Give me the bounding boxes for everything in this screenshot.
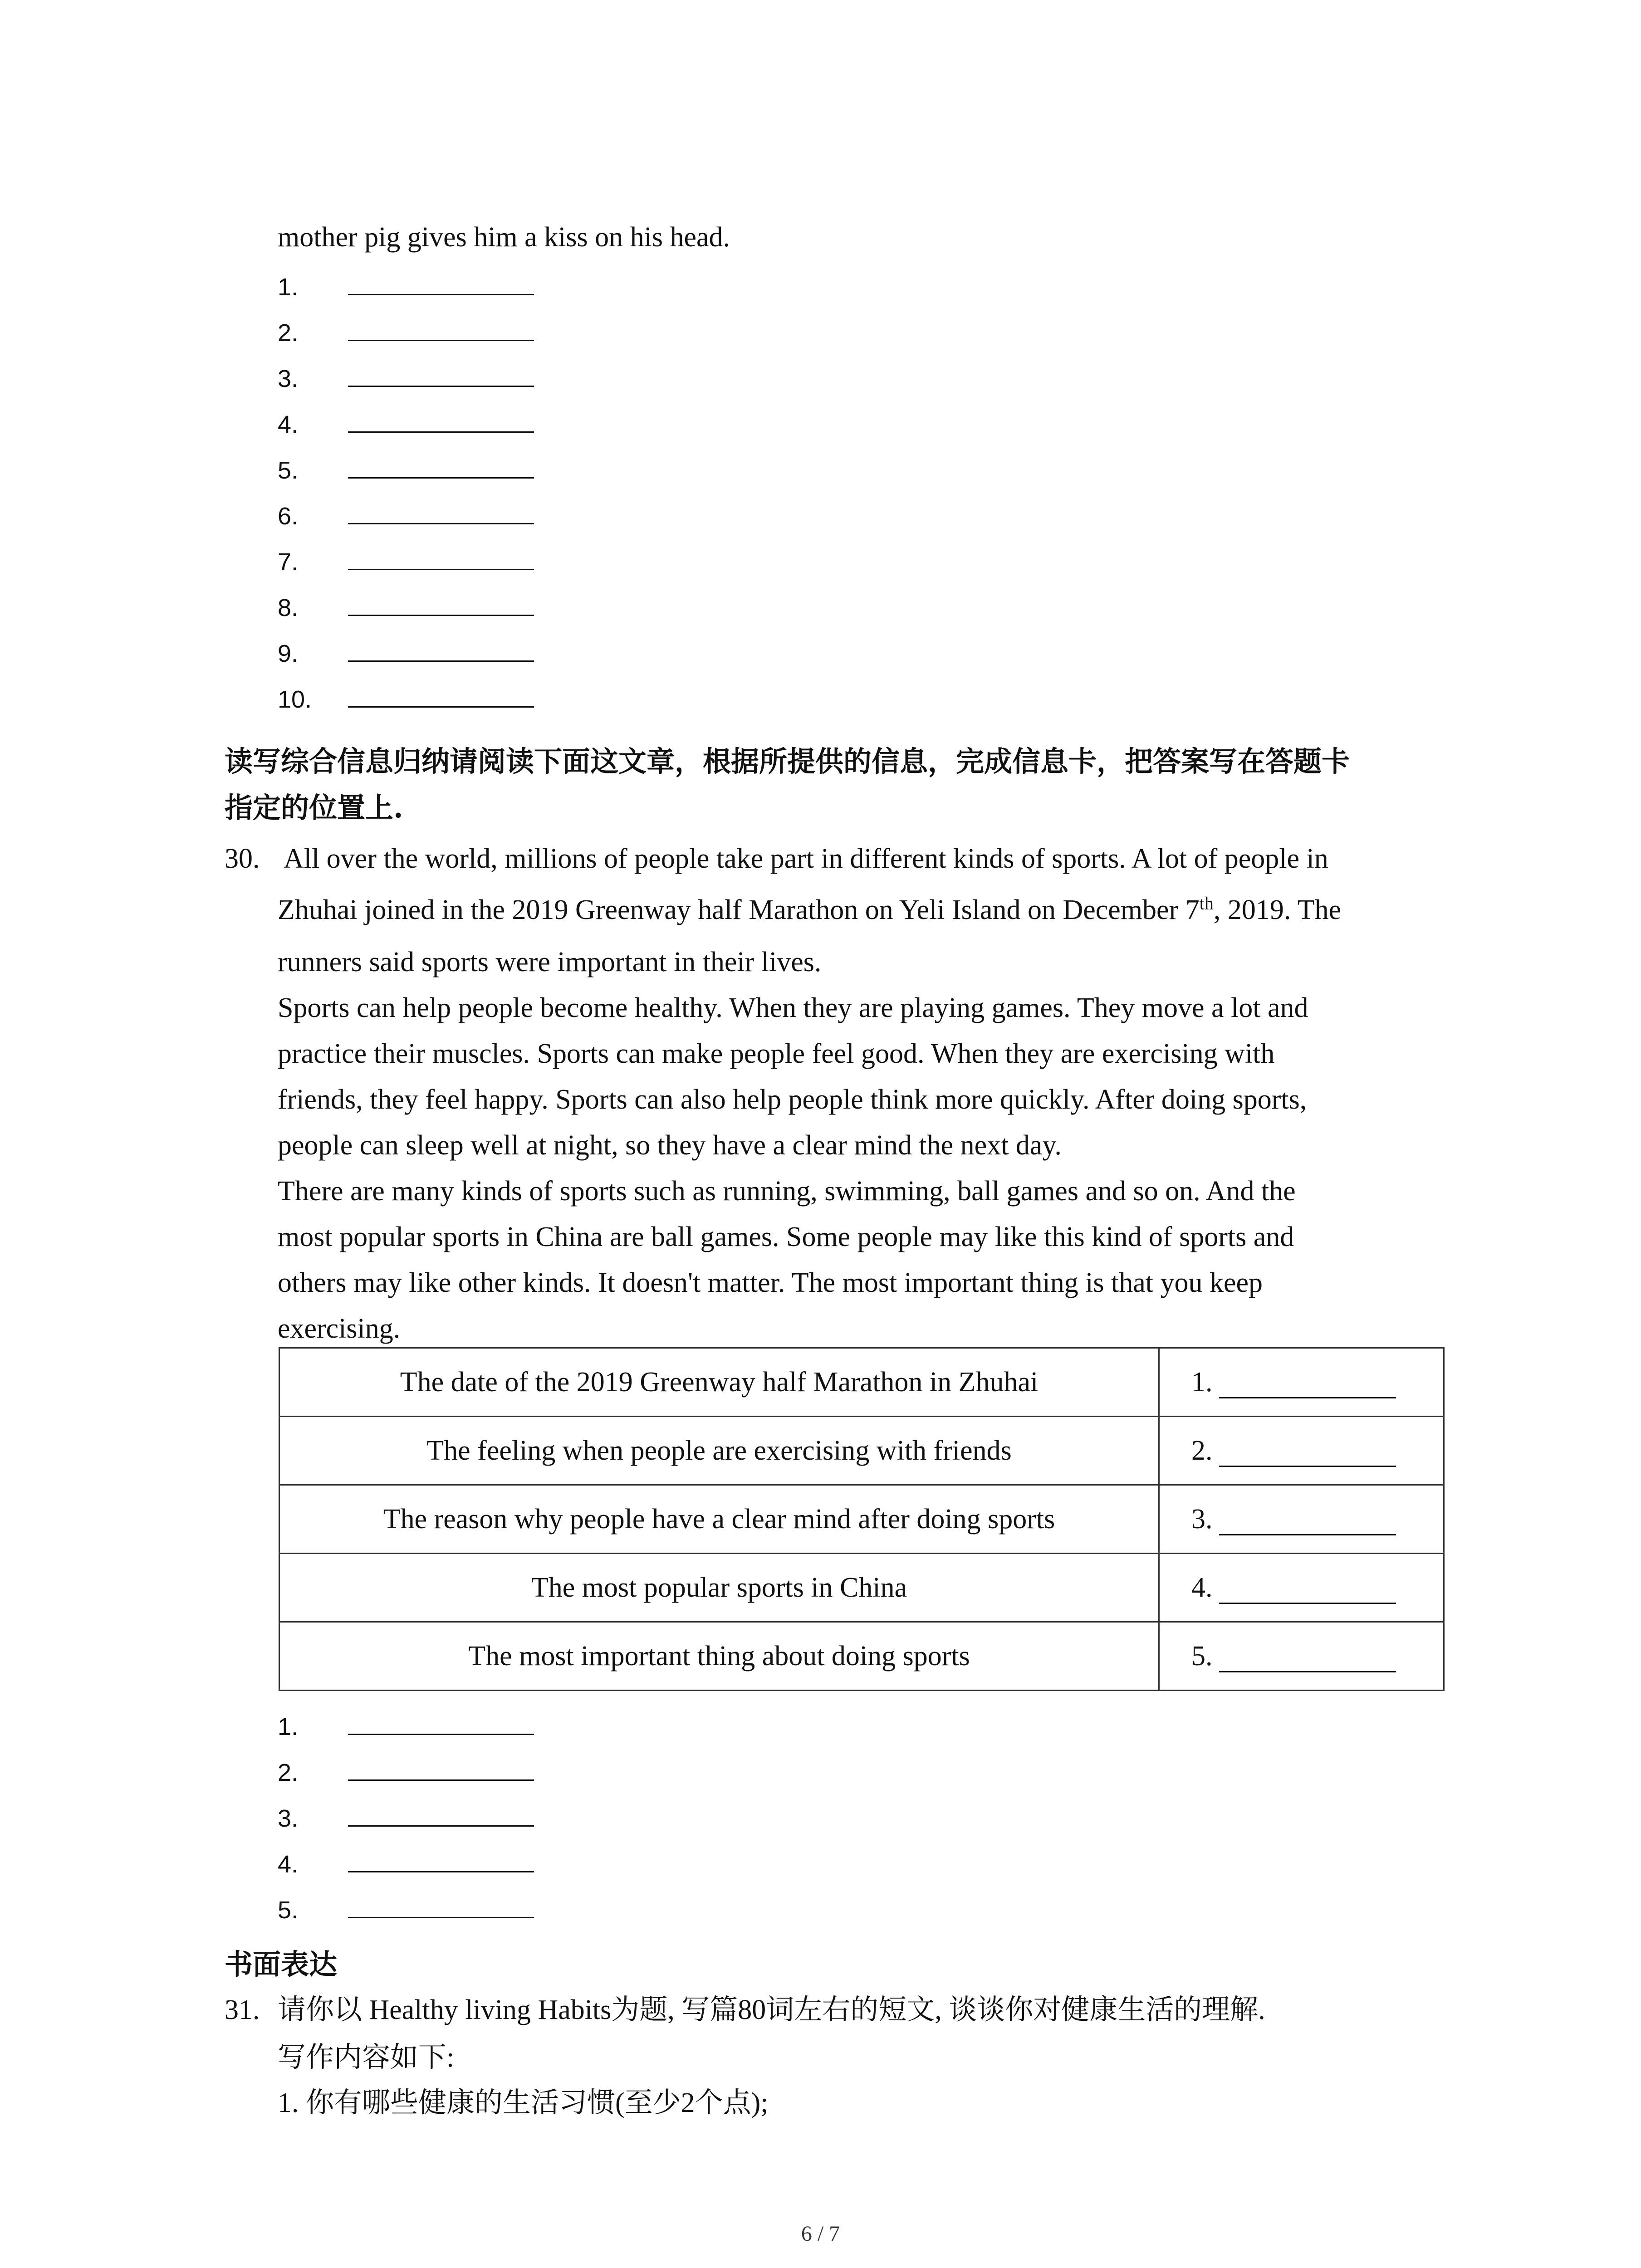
q31-line-1: 请你以 Healthy living Habits为题, 写篇80词左右的短文, 谈谈你对健康生活的理解. (278, 1994, 1265, 2025)
answer-blank-line[interactable] (348, 1825, 534, 1827)
blank-number: 10. (278, 686, 312, 713)
info-card-answer-number: 5. (1191, 1640, 1213, 1672)
section-heading-reading-writing-cont: 指定的位置上. (225, 791, 403, 824)
blank-number: 2. (278, 319, 299, 347)
info-card-answer-blank[interactable] (1219, 1647, 1396, 1672)
answer-blank-line[interactable] (348, 569, 534, 570)
answer-blank-line[interactable] (348, 1734, 534, 1735)
q29-tail-text: mother pig gives him a kiss on his head. (278, 222, 730, 253)
blank-number: 4. (278, 411, 299, 438)
answer-blank-line[interactable] (348, 431, 534, 433)
info-card-answer-blank[interactable] (1219, 1374, 1396, 1398)
info-card-answer-cell (1159, 1485, 1444, 1554)
info-card-answer-blank[interactable] (1219, 1442, 1396, 1467)
section-heading-writing: 书面表达 (225, 1948, 338, 1981)
answer-blank-line[interactable] (348, 706, 534, 708)
info-card-answer-number: 1. (1191, 1366, 1213, 1398)
answer-blank-line[interactable] (348, 1779, 534, 1781)
info-card-answer-blank[interactable] (1219, 1579, 1396, 1604)
answer-blank-line[interactable] (348, 523, 534, 524)
q30-line-2: Zhuhai joined in the 2019 Greenway half Marathon on Yeli Island on December 7th, 2019. The (278, 893, 1342, 925)
q30-passage-line: others may like other kinds. It doesn't matter. The most important thing is that you keep (278, 1267, 1263, 1298)
info-card-item: The feeling when people are exercising with friends (279, 1417, 1159, 1485)
info-card-item: The most popular sports in China (279, 1554, 1159, 1622)
q30-passage-line: friends, they feel happy. Sports can also help people think more quickly. After doing sports, (278, 1084, 1307, 1115)
q31-line-2: 写作内容如下: (278, 2042, 455, 2073)
info-card-row (279, 1417, 1444, 1485)
info-card-answer-number: 2. (1191, 1435, 1213, 1466)
blank-number: 5. (278, 1897, 299, 1924)
blank-number: 9. (278, 640, 299, 667)
blank-number: 3. (278, 1805, 299, 1832)
q30-line-1: All over the world, millions of people take part in different kinds of sports. A lot of people in (284, 843, 1328, 874)
info-card-answer-cell (1159, 1622, 1444, 1691)
info-card-row (279, 1622, 1444, 1691)
answer-blank-line[interactable] (348, 294, 534, 295)
info-card-answer-blank[interactable] (1219, 1510, 1396, 1535)
info-card-item: The date of the 2019 Greenway half Marathon in Zhuhai (279, 1348, 1159, 1417)
info-card-item: The reason why people have a clear mind after doing sports (279, 1485, 1159, 1554)
info-card-row (279, 1554, 1444, 1622)
q30-passage-line: most popular sports in China are ball games. Some people may like this kind of sports and (278, 1222, 1294, 1252)
info-card-row (279, 1348, 1444, 1417)
answer-blank-line[interactable] (348, 660, 534, 662)
info-card-item: The most important thing about doing sports (279, 1622, 1159, 1691)
blank-number: 2. (278, 1759, 299, 1786)
section-heading-reading-writing: 读写综合信息归纳请阅读下面这文章，根据所提供的信息，完成信息卡，把答案写在答题卡 (225, 745, 1350, 778)
info-card-answer-cell (1159, 1417, 1444, 1485)
info-card-answer-number: 3. (1191, 1503, 1213, 1535)
answer-blank-line[interactable] (348, 340, 534, 341)
blank-number: 1. (278, 1713, 299, 1740)
info-card-answer-number: 4. (1191, 1572, 1213, 1603)
blank-number: 1. (278, 274, 299, 301)
blank-number: 8. (278, 594, 299, 621)
q31-number: 31. (225, 1994, 260, 2025)
answer-blank-line[interactable] (348, 477, 534, 479)
q30-number: 30. (225, 843, 260, 874)
answer-blank-line[interactable] (348, 1917, 534, 1918)
q30-passage-line: people can sleep well at night, so they have a clear mind the next day. (278, 1130, 1062, 1161)
page-number: 6 / 7 (801, 2222, 840, 2246)
q30-passage-line: There are many kinds of sports such as running, swimming, ball games and so on. And the (278, 1176, 1296, 1207)
blank-number: 3. (278, 365, 299, 392)
blank-number: 6. (278, 503, 299, 530)
answer-blank-line[interactable] (348, 1871, 534, 1872)
q30-passage-line: exercising. (278, 1313, 401, 1344)
q30-passage-line: practice their muscles. Sports can make people feel good. When they are exercising with (278, 1038, 1275, 1069)
q31-line-3: 1. 你有哪些健康的生活习惯(至少2个点); (278, 2087, 769, 2118)
blank-number: 4. (278, 1851, 299, 1878)
blank-number: 5. (278, 457, 299, 484)
info-card-table (279, 1347, 1445, 1691)
blank-number: 7. (278, 548, 299, 576)
q30-passage-line: runners said sports were important in their lives. (278, 947, 822, 978)
answer-blank-line[interactable] (348, 615, 534, 616)
q30-passage-line: Sports can help people become healthy. When they are playing games. They move a lot and (278, 992, 1308, 1023)
info-card-answer-cell (1159, 1554, 1444, 1622)
answer-blank-line[interactable] (348, 386, 534, 387)
info-card-answer-cell (1159, 1348, 1444, 1417)
info-card-row (279, 1485, 1444, 1554)
